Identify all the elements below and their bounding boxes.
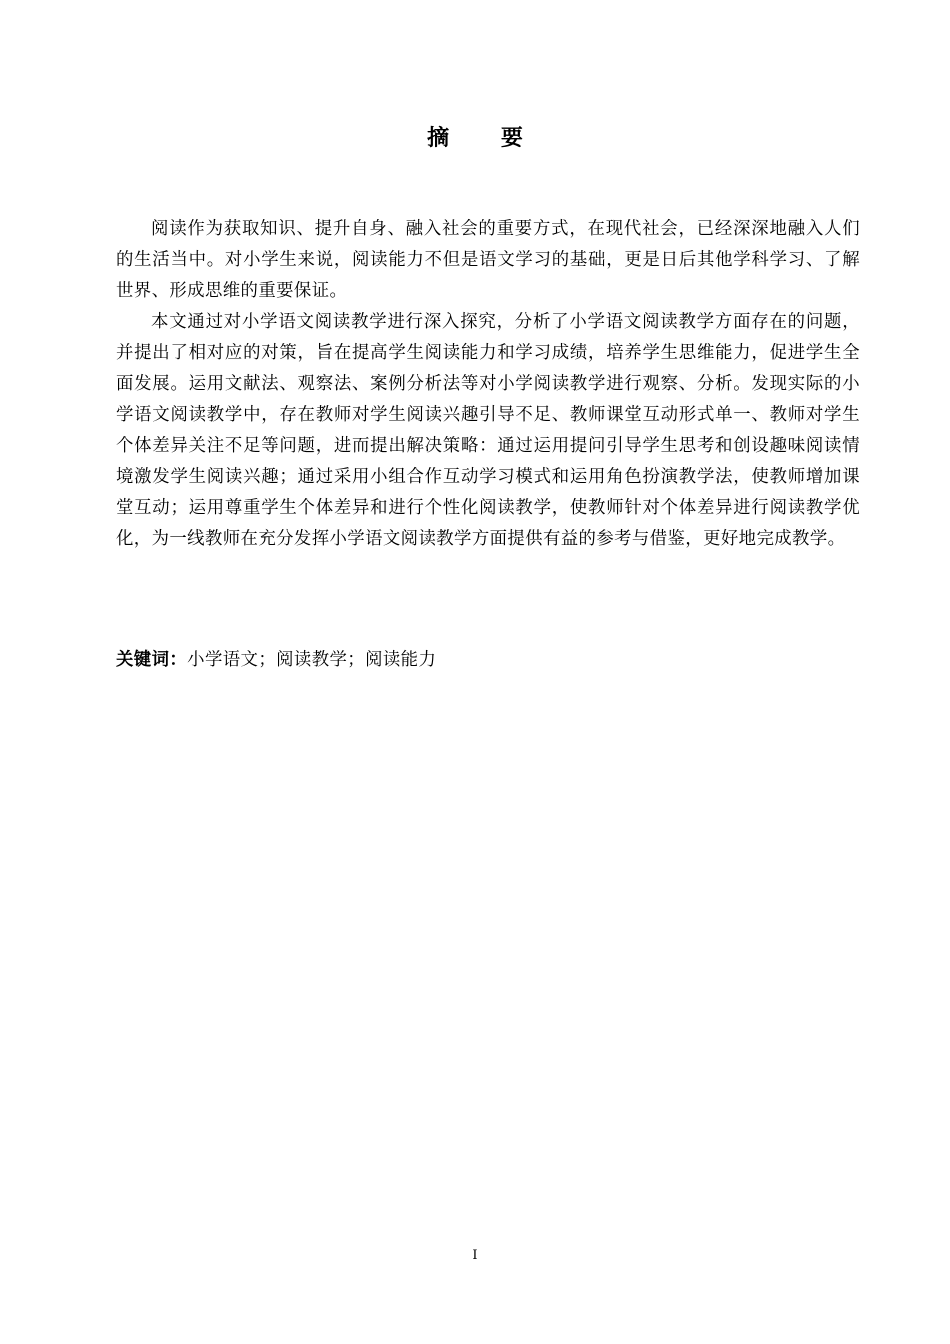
abstract-paragraph-2: 本文通过对小学语文阅读教学进行深入探究，分析了小学语文阅读教学方面存在的问题，并提出了相对应的对策，旨在提高学生阅读能力和学习成绩，培养学生思维能力，促进学生全面发展。运用文献法、观察法、案例分析法等对小学阅读教学进行观察、分析。发现实际的小学语文阅读教学中，存在教师对学生阅读兴趣引导不足、教师课堂互动形式单一、教师对学生个体差异关注不足等问题，进而提出解决策略：通过运用提问引导学生思考和创设趣味阅读情境激发学生阅读兴趣；通过采用小组合作互动学习模式和运用角色扮演教学法，使教师增加课堂互动；运用尊重学生个体差异和进行个性化阅读教学，使教师针对个体差异进行阅读教学优化，为一线教师在充分发挥小学语文阅读教学方面提供有益的参考与借鉴，更好地完成教学。 <box>116 312 860 549</box>
abstract-paragraph-1: 阅读作为获取知识、提升自身、融入社会的重要方式，在现代社会，已经深深地融入人们的生活当中。对小学生来说，阅读能力不但是语文学习的基础，更是日后其他学科学习、了解世界、形成思维的重要保证。 <box>116 219 860 301</box>
page-number: I <box>472 1248 478 1263</box>
abstract-title: 摘 要 <box>427 125 545 151</box>
keywords-label: 关键词： <box>116 650 188 670</box>
keywords-line <box>116 645 860 676</box>
abstract-body <box>116 214 860 555</box>
keywords-value: 小学语文；阅读教学；阅读能力 <box>187 650 437 670</box>
